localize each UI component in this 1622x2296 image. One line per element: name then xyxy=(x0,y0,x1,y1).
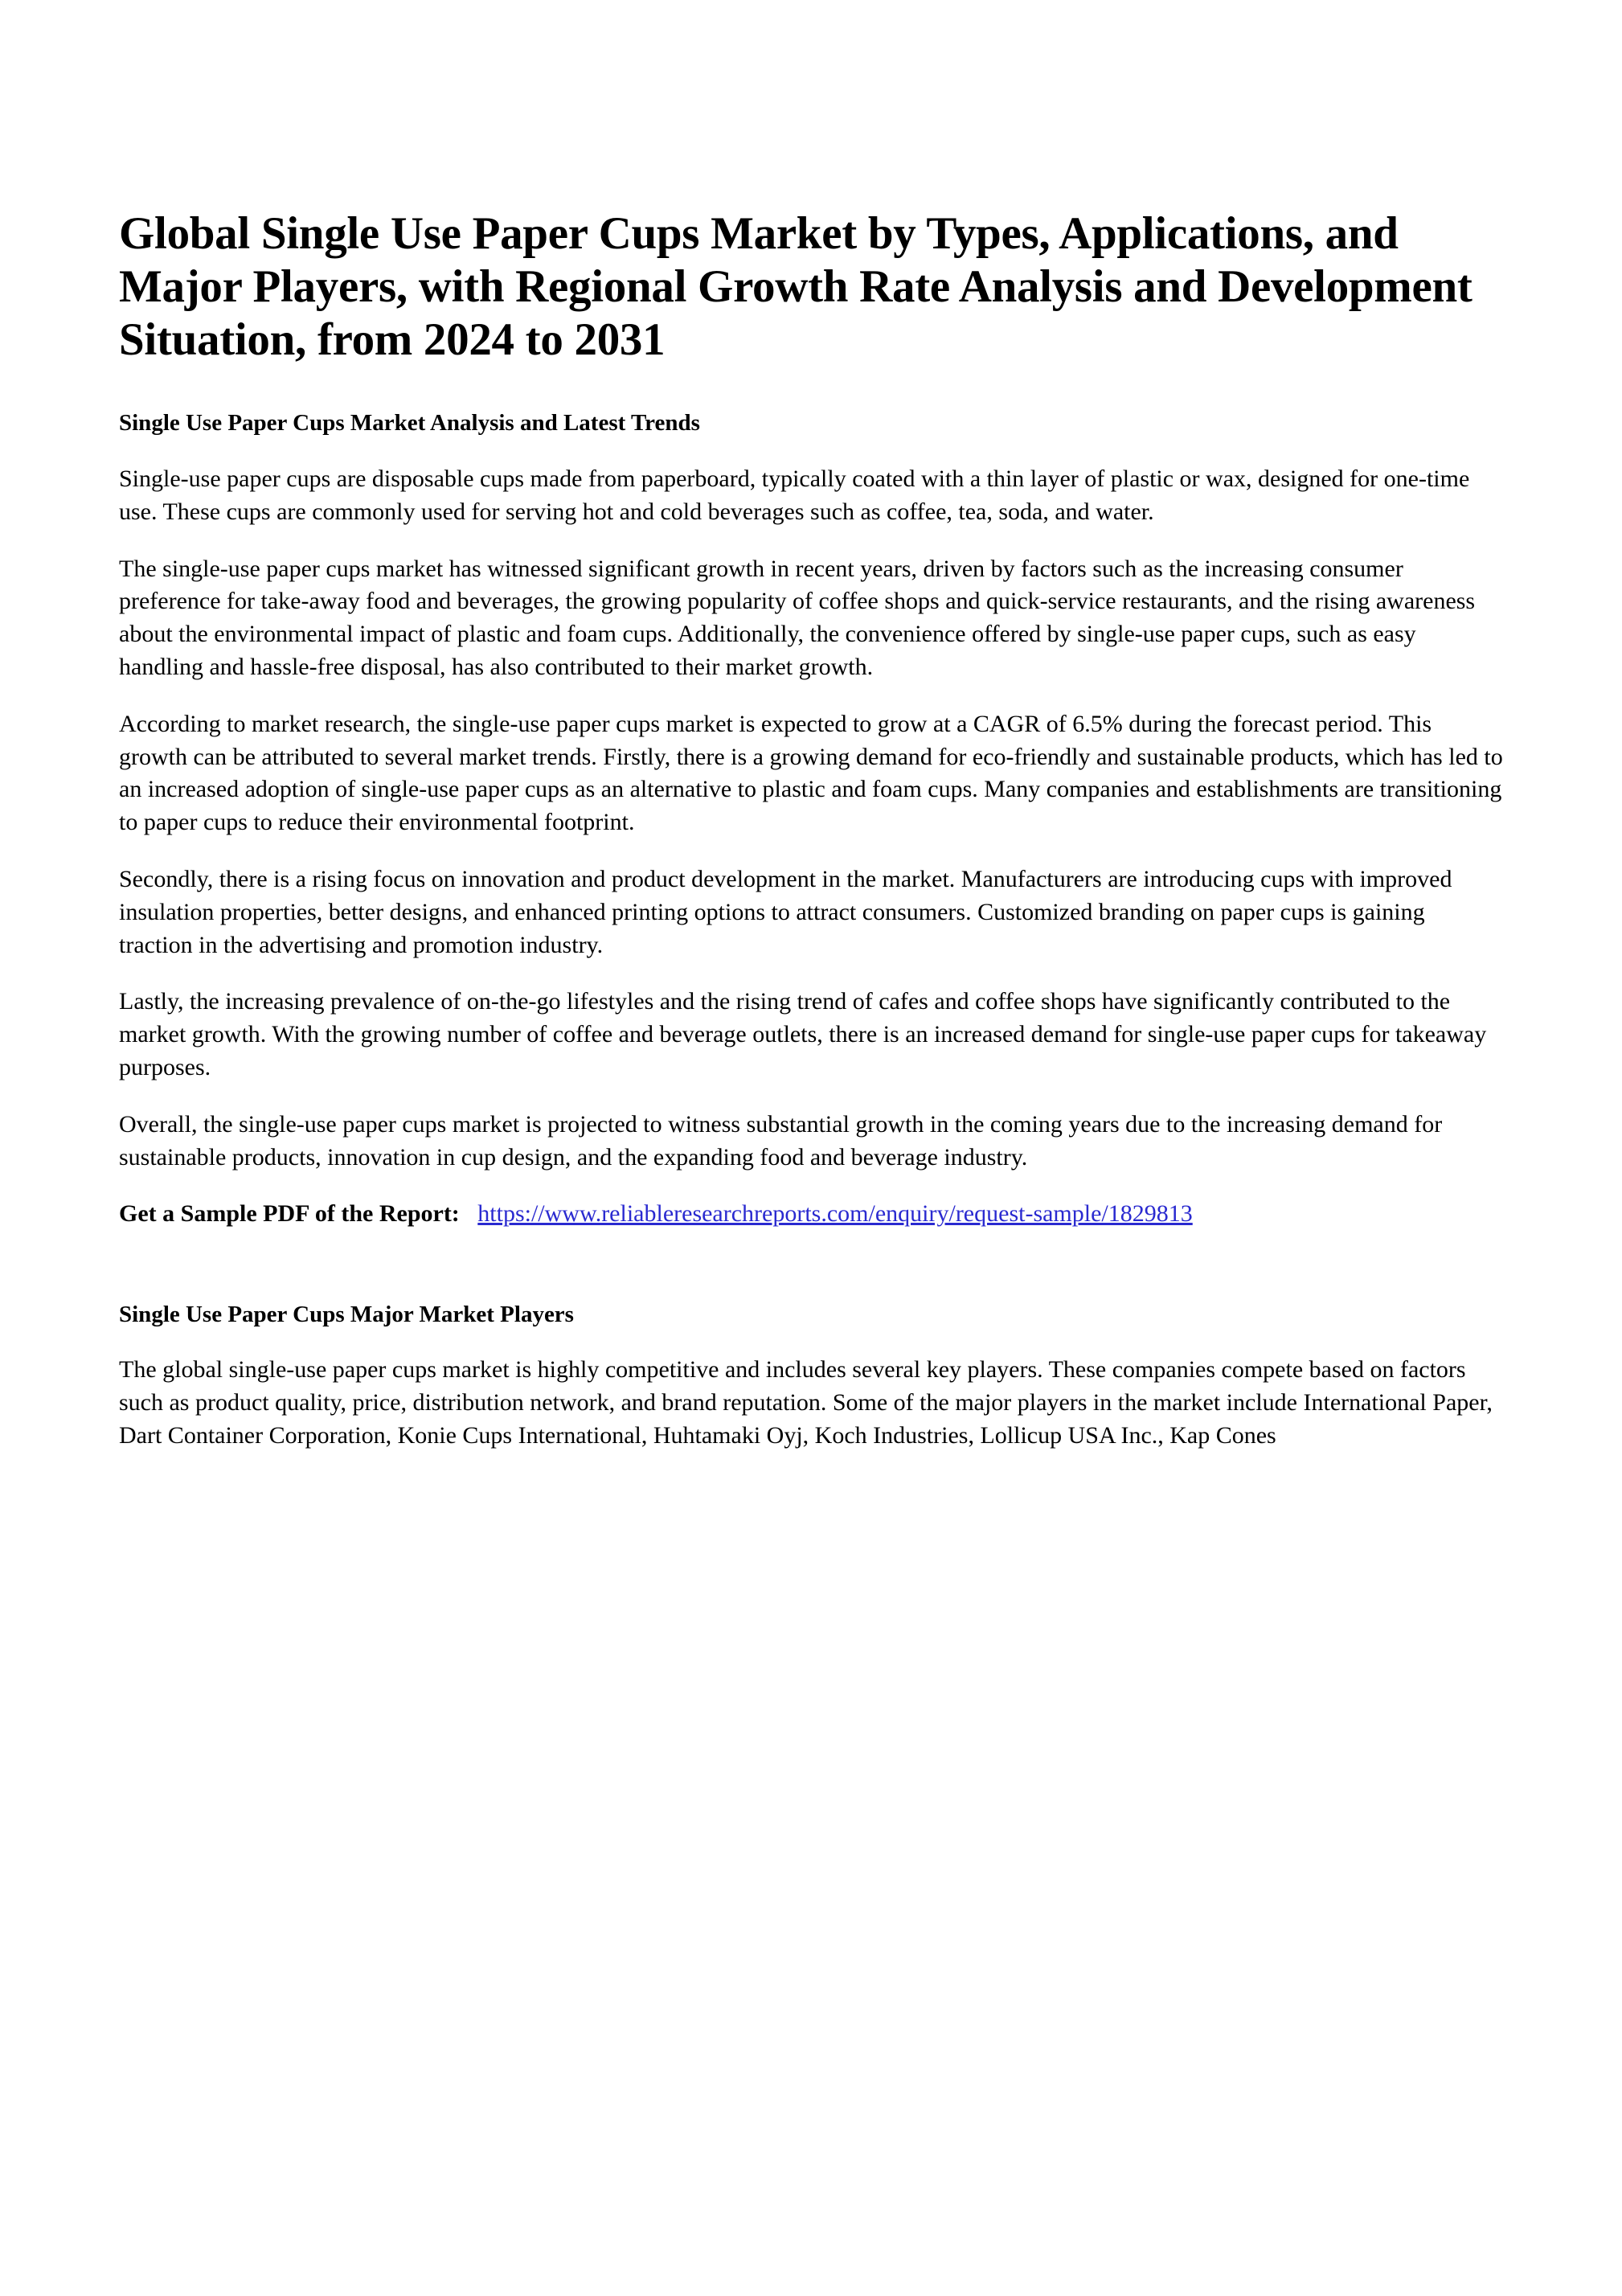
paragraph: Secondly, there is a rising focus on innovation and product development in the market. Manufacturers are introducing cups with improved insulation properties, better designs, and enhanced printing options to attract consumers. Customized branding on paper cups is gaining traction in the advertising and promotion industry. xyxy=(119,865,1452,958)
paragraph: Overall, the single-use paper cups market is projected to witness substantial growth in the coming years due to the increasing demand for sustainable products, innovation in cup design, and the expanding food and beverage industry. xyxy=(119,1110,1443,1171)
paragraph: According to market research, the single-use paper cups market is expected to grow at a CAGR of 6.5% during the forecast period. This growth can be attributed to several market trends. Firstly, there is a growing demand for eco-friendly and sustainable products, which has led to an increased adoption of single-use paper cups as an alternative to plastic and foam cups. Many companies and establishments are transitioning to paper cups to reduce their environmental footprint. xyxy=(119,710,1503,836)
section-spacer xyxy=(119,1255,1503,1302)
sample-pdf-link[interactable]: https://www.reliableresearchreports.com/enquiry/request-sample/1829813 xyxy=(477,1200,1193,1228)
paragraph: The global single-use paper cups market is highly competitive and includes several key players. These companies compete based on factors such as product quality, price, distribution network, and brand reputation. Some of the major players in the market include International Paper, Dart Container Corporation, Konie Cups International, Huhtamaki Oyj, Koch Industries, Lollicup USA Inc., Kap Cones xyxy=(119,1356,1493,1449)
paragraph: The single-use paper cups market has witnessed significant growth in recent years, driven by factors such as the increasing consumer preference for take-away food and beverages, the growing popularity of coffee shops and quick-service restaurants, and the rising awareness about the environmental impact of plastic and foam cups. Additionally, the convenience offered by single-use paper cups, such as easy handling and hassle-free disposal, has also contributed to their market growth. xyxy=(119,555,1476,680)
paragraph: Lastly, the increasing prevalence of on-the-go lifestyles and the rising trend of cafes and coffee shops have significantly contributed to the market growth. With the growing number of coffee and beverage outlets, there is an increased demand for single-use paper cups for takeaway purposes. xyxy=(119,988,1487,1080)
sample-pdf-line xyxy=(119,1198,1503,1231)
section-heading-major-players: Single Use Paper Cups Major Market Players xyxy=(119,1302,574,1328)
paragraph: Single-use paper cups are disposable cups made from paperboard, typically coated with a thin layer of plastic or wax, designed for one-time use. These cups are commonly used for serving hot and cold beverages such as coffee, tea, soda, and water. xyxy=(119,465,1470,525)
page-title: Global Single Use Paper Cups Market by Types, Applications, and Major Players, with Regional Growth Rate Analysis and Development Situation, from 2024 to 2031 xyxy=(119,208,1472,366)
sample-pdf-label: Get a Sample PDF of the Report: xyxy=(119,1200,460,1228)
section-heading-market-analysis: Single Use Paper Cups Market Analysis and Latest Trends xyxy=(119,410,700,437)
